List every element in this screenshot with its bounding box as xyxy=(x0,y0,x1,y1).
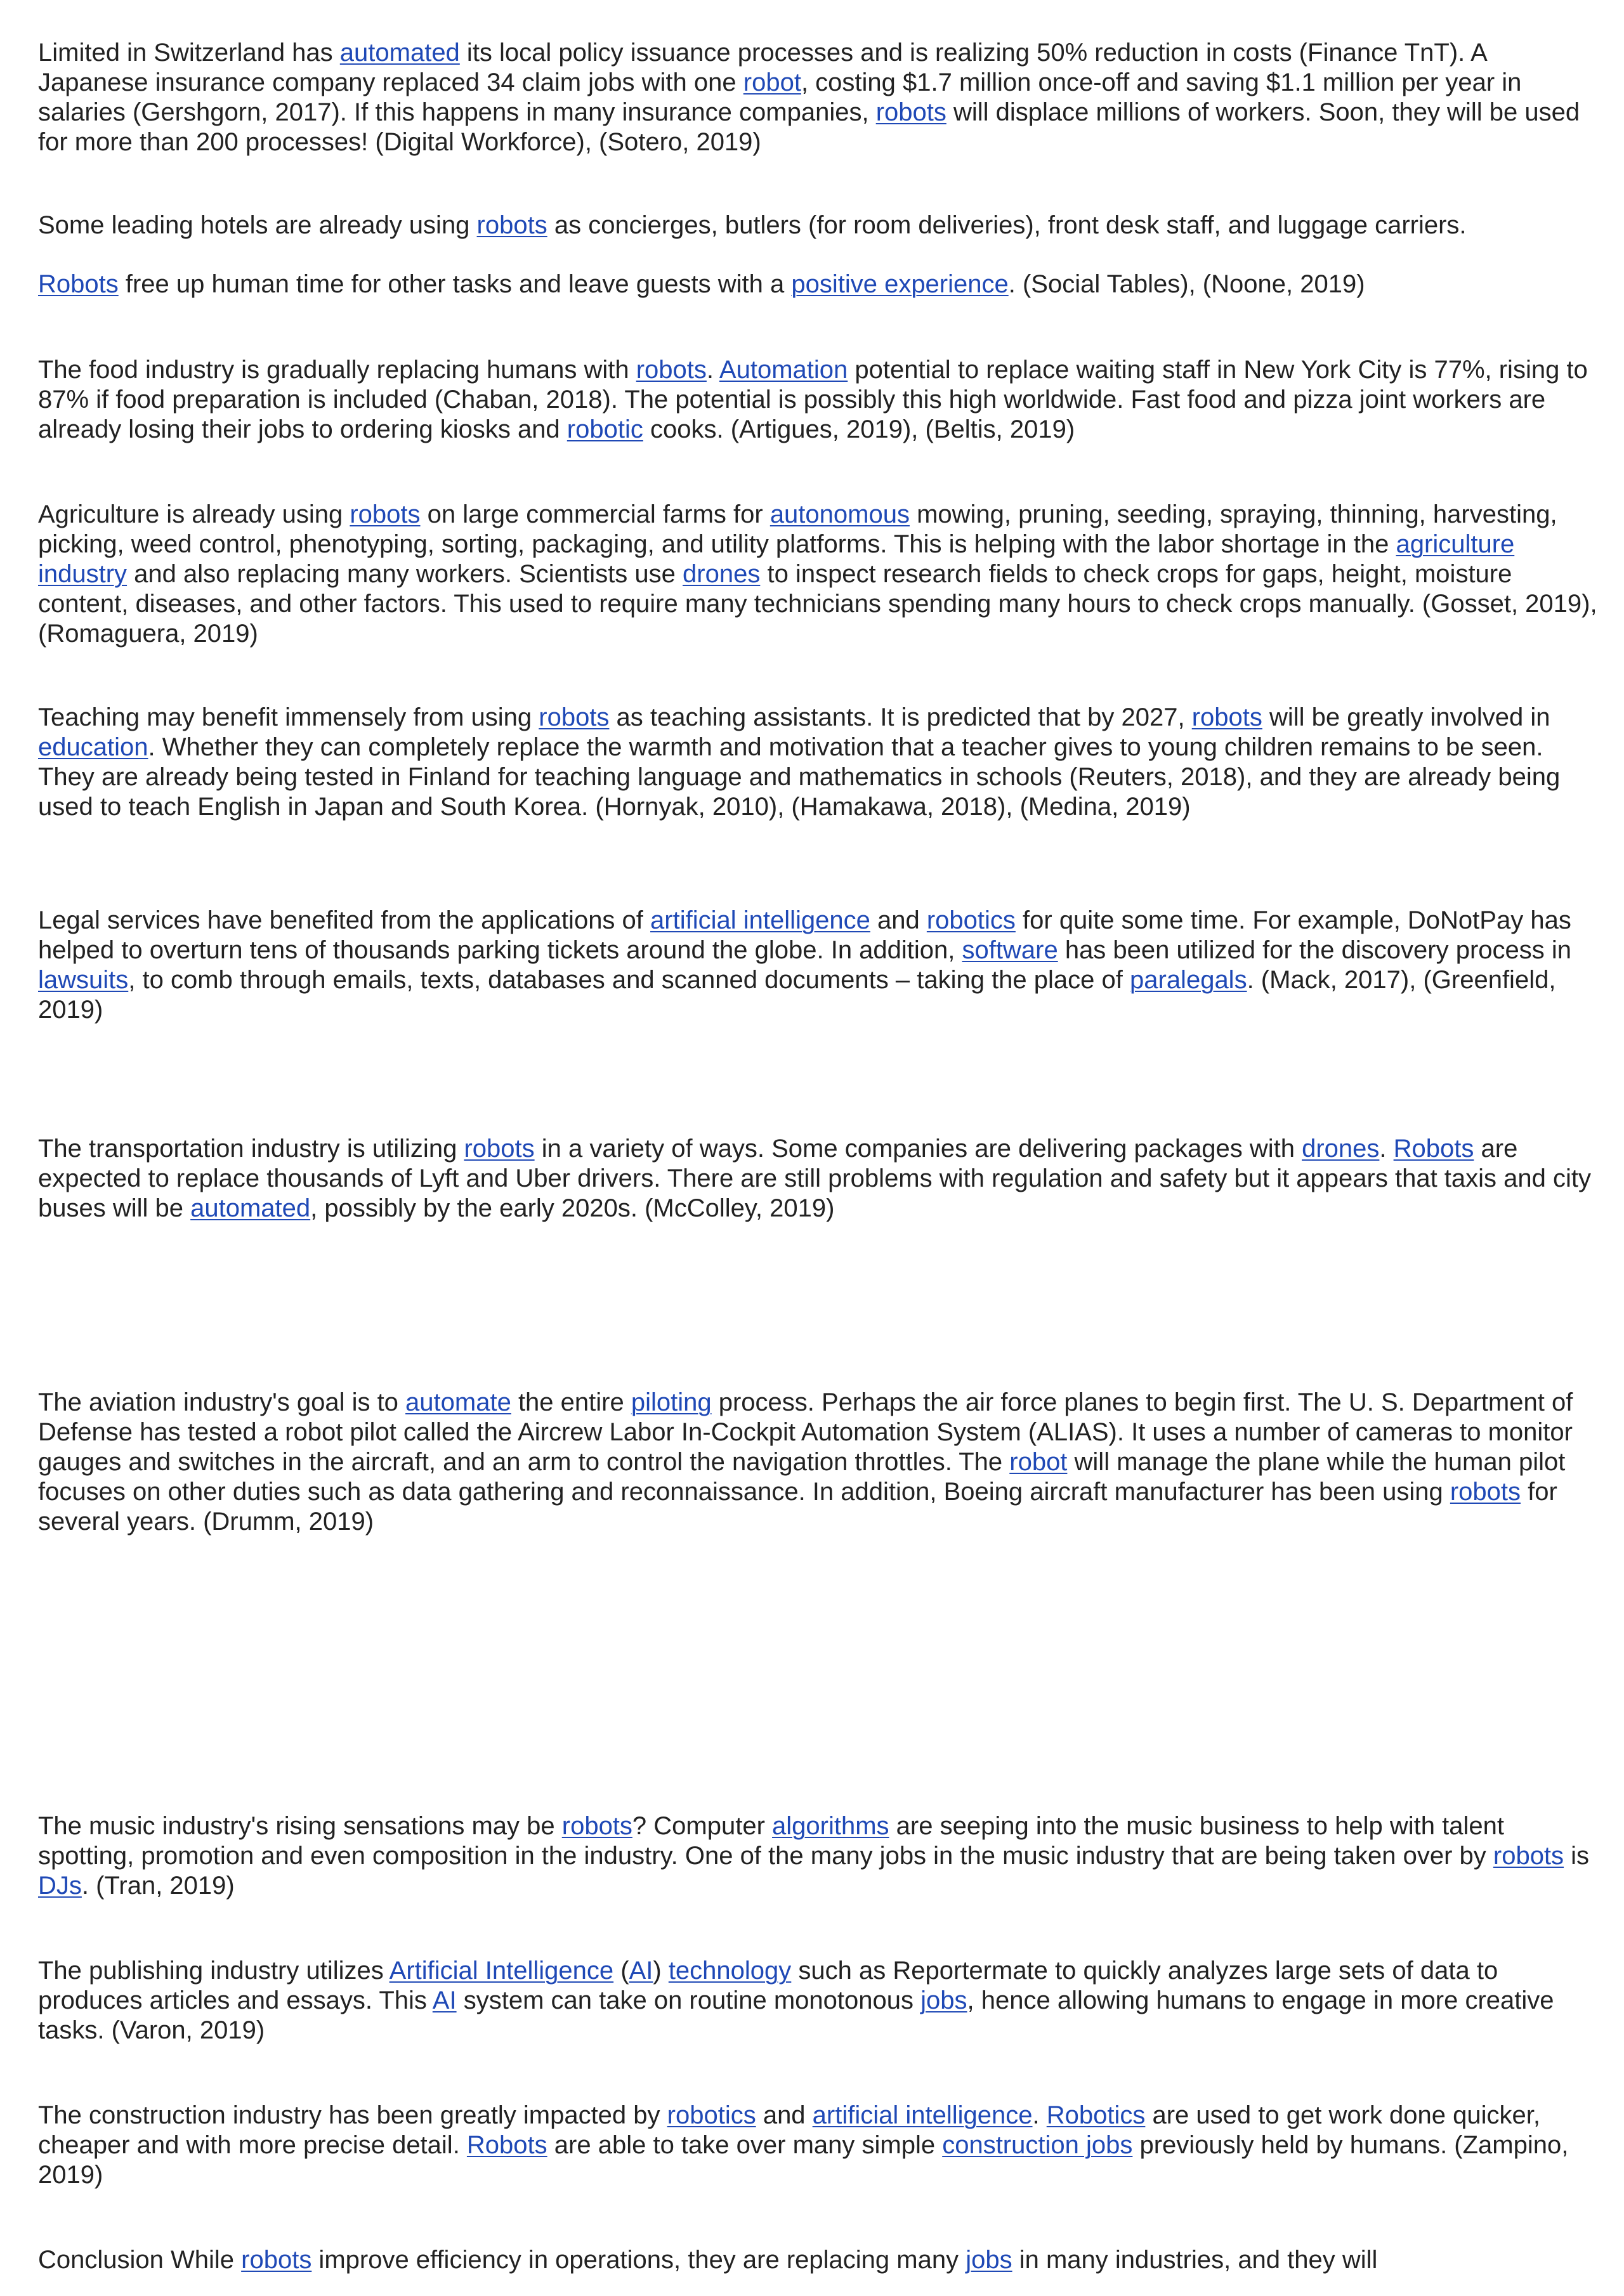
paragraph-construction xyxy=(38,2101,1599,2190)
link-drones[interactable]: drones xyxy=(1302,1135,1380,1163)
paragraph-food-industry xyxy=(38,355,1599,445)
link-automate[interactable]: automate xyxy=(405,1388,511,1416)
paragraph-text: the entire xyxy=(511,1388,631,1416)
paragraph-text: . Whether they can completely replace the warmth and motivation that a teacher gives to young children remains to be seen. They are already being tested in Finland for teaching language and mathematics in schools (Reuters, 2018), and they are already being used to teach English in Japan and South Korea. (Hornyak, 2010), (Hamakawa, 2018), (Medina, 2019) xyxy=(38,733,1561,821)
link-agriculture-industry[interactable]: agriculture industry xyxy=(38,530,1515,588)
paragraph-hotels-benefit xyxy=(38,270,1599,299)
link-automated[interactable]: automated xyxy=(339,39,460,67)
paragraph-text: will displace millions of workers. Soon, they will be used for more than 200 processes! (Digital Workforce), (Sotero, 2019) xyxy=(38,98,1580,156)
link-artificial-intelligence[interactable]: artificial intelligence xyxy=(650,906,870,934)
paragraph-text: The aviation industry's goal is to xyxy=(38,1388,406,1416)
link-robots[interactable]: robots xyxy=(241,2246,312,2274)
link-robots[interactable]: robots xyxy=(476,211,547,239)
paragraph-text: will be greatly involved in xyxy=(1262,703,1550,731)
paragraph-text: and xyxy=(870,906,927,934)
paragraph-conclusion xyxy=(38,2245,1599,2275)
link-robots[interactable]: Robots xyxy=(38,270,119,298)
paragraph-text: Teaching may benefit immensely from using xyxy=(38,703,539,731)
paragraph-text: Limited in Switzerland has xyxy=(38,39,340,67)
paragraph-text: , costing $1.7 million once-off and saving $1.1 million per year in salaries (Gershgorn, 2017). If this happens in many insurance companies, xyxy=(38,68,1522,126)
link-software[interactable]: software xyxy=(962,936,1058,964)
paragraph-text: improve efficiency in operations, they are replacing many xyxy=(311,2246,966,2274)
paragraph-text: The transportation industry is utilizing xyxy=(38,1135,464,1163)
link-positive-experience[interactable]: positive experience xyxy=(791,270,1009,298)
paragraph-text: free up human time for other tasks and leave guests with a xyxy=(118,270,792,298)
link-robot[interactable]: robot xyxy=(743,68,801,96)
link-automated[interactable]: automated xyxy=(190,1194,311,1222)
link-jobs[interactable]: jobs xyxy=(920,1986,967,2014)
paragraph-hotels xyxy=(38,211,1599,240)
paragraph-agriculture xyxy=(38,500,1599,649)
paragraph-text: is xyxy=(1564,1842,1590,1870)
paragraph-text: . (Social Tables), (Noone, 2019) xyxy=(1008,270,1365,298)
paragraph-aviation xyxy=(38,1388,1599,1537)
link-robots[interactable]: robots xyxy=(875,98,946,126)
link-robots[interactable]: robots xyxy=(464,1135,535,1163)
paragraph-text: Conclusion While xyxy=(38,2246,242,2274)
link-paralegals[interactable]: paralegals xyxy=(1130,966,1247,994)
paragraph-text: . xyxy=(1379,1135,1394,1163)
paragraph-transportation xyxy=(38,1134,1599,1223)
paragraph-text: The food industry is gradually replacing humans with xyxy=(38,356,636,384)
paragraph-insurance xyxy=(38,38,1599,157)
link-artificial-intelligence[interactable]: Artificial Intelligence xyxy=(389,1957,614,1985)
paragraph-text: Agriculture is already using xyxy=(38,500,350,528)
paragraph-text: The publishing industry utilizes xyxy=(38,1957,390,1985)
link-robots[interactable]: robots xyxy=(561,1812,632,1840)
paragraph-text: . xyxy=(1032,2101,1047,2129)
link-education[interactable]: education xyxy=(38,733,148,761)
link-robotics[interactable]: robotics xyxy=(926,906,1016,934)
paragraph-text: . (Tran, 2019) xyxy=(81,1872,235,1900)
paragraph-text: as concierges, butlers (for room deliveries), front desk staff, and luggage carriers. xyxy=(547,211,1467,239)
link-jobs[interactable]: jobs xyxy=(966,2246,1012,2274)
paragraph-text: ? Computer xyxy=(632,1812,773,1840)
link-robots[interactable]: Robots xyxy=(1393,1135,1474,1163)
link-algorithms[interactable]: algorithms xyxy=(772,1812,889,1840)
paragraph-text: and xyxy=(756,2101,813,2129)
paragraph-text: Legal services have benefited from the applications of xyxy=(38,906,651,934)
paragraph-text: ( xyxy=(613,1957,629,1985)
paragraph-text: previously held by humans. (Zampino, 2019) xyxy=(38,2131,1569,2189)
paragraph-text: system can take on routine monotonous xyxy=(456,1986,921,2014)
link-robotics[interactable]: Robotics xyxy=(1046,2101,1146,2129)
link-construction-jobs[interactable]: construction jobs xyxy=(942,2131,1133,2159)
link-djs[interactable]: DJs xyxy=(38,1872,82,1900)
link-robots[interactable]: Robots xyxy=(466,2131,547,2159)
paragraph-text: . xyxy=(706,356,719,384)
link-robots[interactable]: robots xyxy=(539,703,610,731)
link-robots[interactable]: robots xyxy=(636,356,707,384)
paragraph-teaching xyxy=(38,703,1599,822)
paragraph-text: for quite some time. For example, DoNotPay has helped to overturn tens of thousands parking tickets around the globe. In addition, xyxy=(38,906,1571,964)
paragraph-text: , hence allowing humans to engage in more creative tasks. (Varon, 2019) xyxy=(38,1986,1554,2044)
link-robots[interactable]: robots xyxy=(1191,703,1262,731)
paragraph-publishing xyxy=(38,1956,1599,2045)
paragraph-text: are expected to replace thousands of Lyft and Uber drivers. There are still problems with regulation and safety but it appears that taxis and city buses will be xyxy=(38,1135,1592,1222)
paragraph-text: such as Reportermate to quickly analyzes large sets of data to produces articles and essays. This xyxy=(38,1957,1498,2014)
paragraph-text: are able to take over many simple xyxy=(547,2131,943,2159)
link-robots[interactable]: robots xyxy=(350,500,421,528)
paragraph-text: in many industries, and they will xyxy=(1012,2246,1378,2274)
paragraph-text: and also replacing many workers. Scientists use xyxy=(127,560,683,588)
link-drones[interactable]: drones xyxy=(683,560,761,588)
link-robots[interactable]: robots xyxy=(1450,1478,1521,1506)
link-artificial-intelligence[interactable]: artificial intelligence xyxy=(812,2101,1033,2129)
paragraph-text: process. Perhaps the air force planes to begin first. The U. S. Department of Defense has tested a robot pilot called the Aircrew Labor In-Cockpit Automation System (ALIAS). It uses a number of cameras to monitor gauges and switches in the aircraft, and an arm to control the navigation throttles. The xyxy=(38,1388,1573,1476)
paragraph-music xyxy=(38,1811,1599,1901)
link-piloting[interactable]: piloting xyxy=(631,1388,712,1416)
link-robotic[interactable]: robotic xyxy=(566,415,643,443)
paragraph-text: are used to get work done quicker, cheaper and with more precise detail. xyxy=(38,2101,1540,2159)
paragraph-text: mowing, pruning, seeding, spraying, thinning, harvesting, picking, weed control, phenotyping, sorting, packaging, and utility platforms. This is helping with the labor shortage in the xyxy=(38,500,1557,558)
link-autonomous[interactable]: autonomous xyxy=(769,500,910,528)
link-ai[interactable]: AI xyxy=(432,1986,457,2014)
link-robotics[interactable]: robotics xyxy=(667,2101,756,2129)
paragraph-text: will manage the plane while the human pilot focuses on other duties such as data gathering and reconnaissance. In addition, Boeing aircraft manufacturer has been using xyxy=(38,1448,1566,1506)
paragraph-text: , to comb through emails, texts, databases and scanned documents – taking the place of xyxy=(128,966,1130,994)
paragraph-text: has been utilized for the discovery process in xyxy=(1058,936,1572,964)
paragraph-text: ) xyxy=(653,1957,669,1985)
paragraph-text: , possibly by the early 2020s. (McColley, 2019) xyxy=(310,1194,835,1222)
paragraph-text: its local policy issuance processes and is realizing 50% reduction in costs (Finance TnT). A Japanese insurance company replaced 34 claim jobs with one xyxy=(38,39,1486,96)
paragraph-text: cooks. (Artigues, 2019), (Beltis, 2019) xyxy=(643,415,1075,443)
paragraph-text: are seeping into the music business to help with talent spotting, promotion and even composition in the industry. One of the many jobs in the music industry that are being taken over by xyxy=(38,1812,1504,1870)
paragraph-legal xyxy=(38,906,1599,1025)
paragraph-text: in a variety of ways. Some companies are delivering packages with xyxy=(534,1135,1302,1163)
link-technology[interactable]: technology xyxy=(668,1957,792,1985)
paragraph-text: for several years. (Drumm, 2019) xyxy=(38,1478,1557,1536)
paragraph-text: as teaching assistants. It is predicted that by 2027, xyxy=(609,703,1192,731)
paragraph-text: The music industry's rising sensations may be xyxy=(38,1812,562,1840)
paragraph-text: to inspect research fields to check crops for gaps, height, moisture content, diseases, and other factors. This used to require many technicians spending many hours to check crops manually. (Gosset, 2019), (Romaguera, 2019) xyxy=(38,560,1597,648)
link-robots[interactable]: robots xyxy=(1493,1842,1564,1870)
link-automation[interactable]: Automation xyxy=(719,356,848,384)
paragraph-text: on large commercial farms for xyxy=(420,500,770,528)
paragraph-text: . (Mack, 2017), (Greenfield, 2019) xyxy=(38,966,1556,1024)
paragraph-text: The construction industry has been greatly impacted by xyxy=(38,2101,667,2129)
paragraph-text: Some leading hotels are already using xyxy=(38,211,477,239)
link-lawsuits[interactable]: lawsuits xyxy=(38,966,129,994)
link-ai[interactable]: AI xyxy=(629,1957,653,1985)
link-robot[interactable]: robot xyxy=(1009,1448,1068,1476)
paragraph-text: potential to replace waiting staff in New York City is 77%, rising to 87% if food preparation is included (Chaban, 2018). The potential is possibly this high worldwide. Fast food and pizza joint workers are already losing their jobs to ordering kiosks and xyxy=(38,356,1588,443)
